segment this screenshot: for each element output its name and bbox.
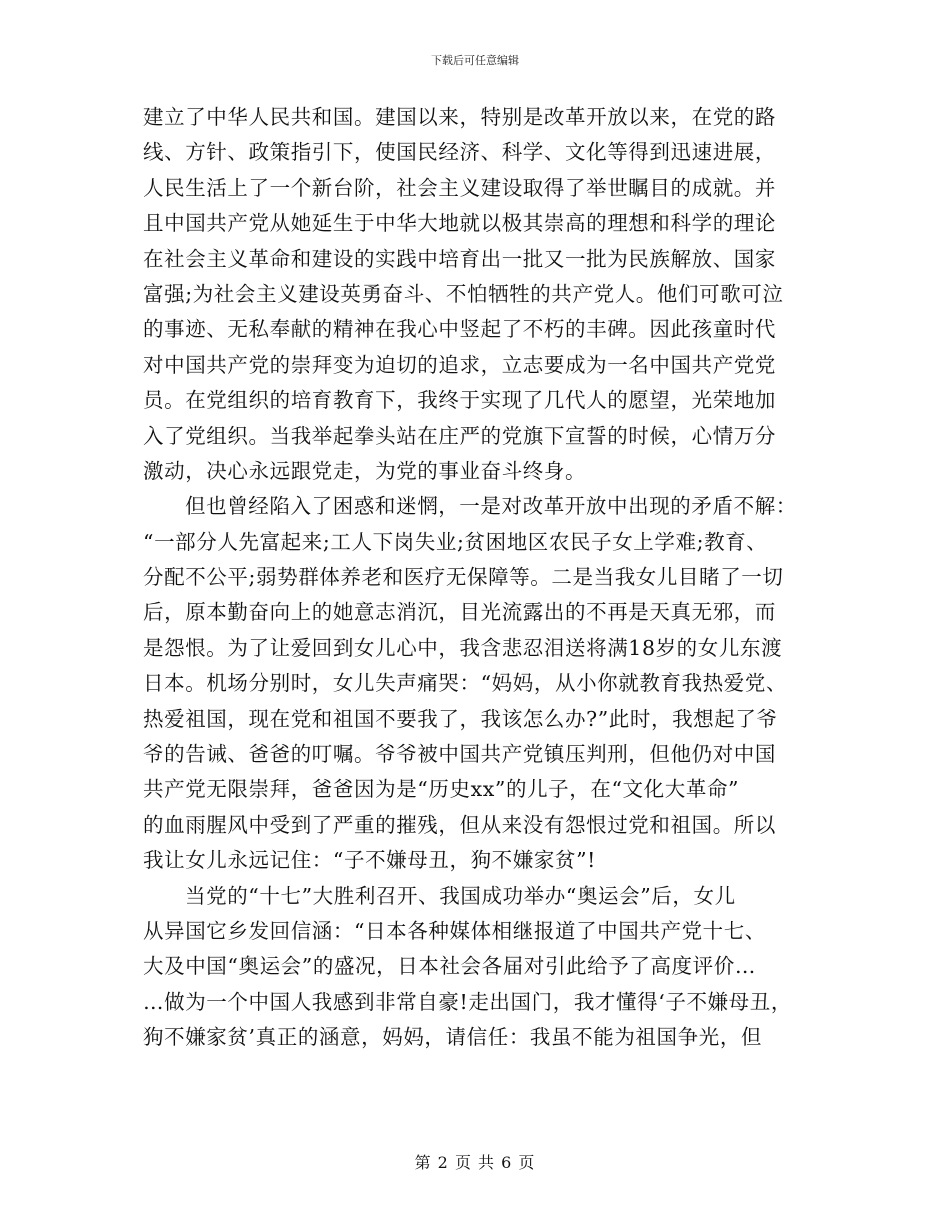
paragraph-start-line: 但也曾经陷入了困惑和迷惘，一是对改革开放中出现的矛盾不解：: [185, 494, 797, 519]
text-line: 的事迹、无私奉献的精神在我心中竖起了不朽的丰碑。因此孩童时代: [143, 317, 776, 342]
text-line: 分配不公平;弱势群体养老和医疗无保障等。二是当我女儿目睹了一切: [143, 565, 784, 590]
text-line: 员。在党组织的培育教育下，我终于实现了几代人的愿望，光荣地加: [143, 388, 776, 413]
body-text: [143, 100, 815, 1056]
text-line: 建立了中华人民共和国。建国以来，特别是改革开放以来，在党的路: [143, 105, 776, 129]
text-line: 狗不嫌家贫’真正的涵意，妈妈，请信任：我虽不能为祖国争光，但: [143, 1025, 763, 1050]
text-line: 后，原本勤奋向上的她意志消沉，目光流露出的不再是天真无邪，而: [143, 600, 776, 625]
text-line: 我让女儿永远记住：“子不嫌母丑，狗不嫌家贫”!: [143, 848, 596, 873]
text-line: 线、方针、政策指引下，使国民经济、科学、文化等得到迅速进展，: [143, 140, 776, 165]
text-line: “一部分人先富起来;工人下岗失业;贫困地区农民子女上学难;教育、: [143, 529, 768, 554]
text-line: 对中国共产党的崇拜变为迫切的追求，立志要成为一名中国共产党党: [143, 352, 776, 377]
page-header: 下载后可任意编辑: [431, 54, 519, 67]
text-line: 的血雨腥风中受到了严重的摧残，但从来没有怨恨过党和祖国。所以: [143, 812, 776, 837]
text-line: 大及中国“奥运会”的盛况，日本社会各届对引此给予了高度评价…: [143, 954, 756, 979]
text-line: 日本。机场分别时，女儿失声痛哭：“妈妈，从小你就教育我热爱党、: [143, 671, 788, 696]
text-line: 入了党组织。当我举起拳头站在庄严的党旗下宣誓的时候，心情万分: [143, 423, 776, 448]
text-line: 人民生活上了一个新台阶，社会主义建设取得了举世瞩目的成就。并: [143, 175, 776, 200]
page-footer: 第 2 页 共 6 页: [414, 1153, 536, 1172]
text-line: 在社会主义革命和建设的实践中培育出一批又一批为民族解放、国家: [143, 246, 776, 271]
text-line: 热爱祖国，现在党和祖国不要我了，我该怎么办?”此时，我想起了爷: [143, 706, 778, 731]
text-line: 爷的告诫、爸爸的叮嘱。爷爷被中国共产党镇压判刑，但他仍对中国: [143, 742, 776, 767]
text-line: 从异国它乡发回信涵：“日本各种媒体相继报道了中国共产党十七、: [143, 918, 766, 943]
text-line: 激动，决心永远跟党走，为党的事业奋斗终身。: [143, 458, 587, 483]
text-line: 且中国共产党从她延生于中华大地就以极其崇高的理想和科学的理论: [143, 211, 776, 236]
text-line: 共产党无限崇拜，爸爸因为是“历史xx”的儿子，在“文化大革命”: [143, 777, 740, 802]
text-line: …做为一个中国人我感到非常自豪!走出国门，我才懂得‘子不嫌母丑，: [143, 989, 792, 1014]
paragraph-start-line: 当党的“十七”大胜利召开、我国成功举办“奥运会”后，女儿: [185, 883, 736, 908]
text-line: 是怨恨。为了让爱回到女儿心中，我含悲忍泪送将满18岁的女儿东渡: [143, 635, 783, 660]
text-line: 富强;为社会主义建设英勇奋斗、不怕牺牲的共产党人。他们可歌可泣: [143, 281, 784, 306]
